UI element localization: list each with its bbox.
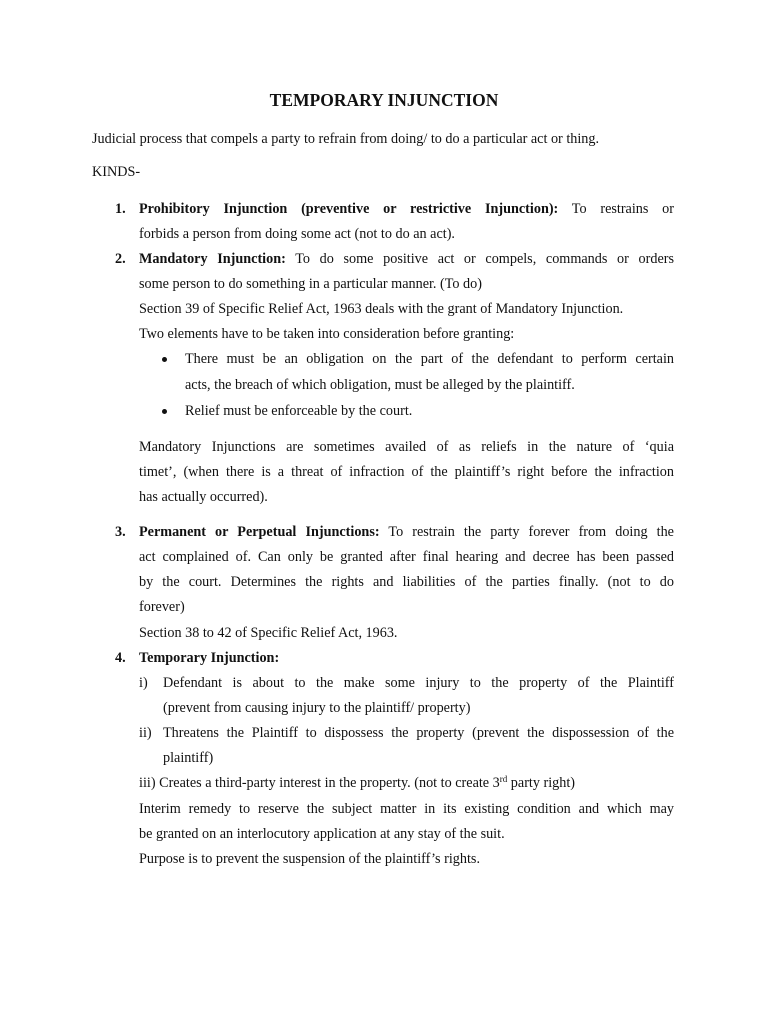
- item3-line1-rest: To restrain the party forever from doing the: [379, 524, 674, 540]
- item2-line2: some person to do something in a particular manner. (To do): [139, 276, 482, 292]
- bullet2-text: Relief must be enforceable by the court.: [185, 403, 413, 419]
- kinds-label: KINDS-: [92, 164, 141, 180]
- item2-para-line1: Mandatory Injunctions are sometimes availed of as reliefs in the nature of ‘quia: [139, 439, 674, 455]
- item2-line1-rest: To do some positive act or compels, commands or orders: [285, 251, 674, 267]
- item3-number: 3.: [115, 524, 126, 540]
- item4-number: 4.: [115, 650, 126, 666]
- sub2-numeral: ii): [139, 725, 152, 741]
- sub1-line1: Defendant is about to the make some injury to the property of the Plaintiff: [163, 675, 674, 691]
- page-title: TEMPORARY INJUNCTION: [269, 90, 499, 110]
- sub3-text-end: party right): [507, 775, 576, 791]
- superscript: rd: [499, 774, 508, 784]
- sub2-line2: plaintiff): [163, 750, 214, 766]
- item3-line2: act complained of. Can only be granted after final hearing and decree has been passed: [139, 549, 674, 565]
- sub1-line2: (prevent from causing injury to the plaintiff/ property): [163, 700, 471, 716]
- sub3-line: [139, 771, 575, 797]
- item1-line1-rest: To restrains or: [558, 201, 674, 217]
- item2-para-line2: timet’, (when there is a threat of infraction of the plaintiff’s right before the infraction: [139, 464, 674, 480]
- item2-line3: Section 39 of Specific Relief Act, 1963 deals with the grant of Mandatory Injunction.: [139, 301, 624, 317]
- sub2-line1: Threatens the Plaintiff to dispossess the property (prevent the dispossession of the: [163, 725, 674, 741]
- bullet-dot: [162, 409, 167, 414]
- bullet-dot: [162, 357, 167, 362]
- item2-line1: [139, 247, 674, 273]
- sub3-text: Creates a third-party interest in the property. (not to create 3: [155, 775, 500, 791]
- item3-line4: forever): [139, 599, 185, 615]
- item2-line4: Two elements have to be taken into consideration before granting:: [139, 326, 515, 342]
- item2-para-line3: has actually occurred).: [139, 489, 268, 505]
- item1-line1: [139, 197, 674, 223]
- item3-line3: by the court. Determines the rights and liabilities of the parties finally. (not to do: [139, 574, 674, 590]
- bullet1-line2: acts, the breach of which obligation, must be alleged by the plaintiff.: [185, 377, 575, 393]
- item1-line2: forbids a person from doing some act (not to do an act).: [139, 226, 455, 242]
- item4-line-b: be granted on an interlocutory application at any stay of the suit.: [139, 826, 505, 842]
- item4-line-a: Interim remedy to reserve the subject matter in its existing condition and which may: [139, 801, 674, 817]
- sub1-numeral: i): [139, 675, 148, 691]
- item1-number: 1.: [115, 201, 126, 217]
- definition-text: Judicial process that compels a party to refrain from doing/ to do a particular act or thing.: [92, 131, 600, 147]
- item3-line5: Section 38 to 42 of Specific Relief Act, 1963.: [139, 625, 398, 641]
- item4-line-c: Purpose is to prevent the suspension of the plaintiff’s rights.: [139, 851, 480, 867]
- item2-number: 2.: [115, 251, 126, 267]
- item4-heading: Temporary Injunction:: [139, 650, 280, 666]
- item1-heading: Prohibitory Injunction (preventive or restrictive Injunction):: [139, 201, 559, 217]
- item3-line1: [139, 520, 674, 546]
- bullet1-line1: There must be an obligation on the part of the defendant to perform certain: [185, 351, 674, 367]
- item3-heading: Permanent or Perpetual Injunctions:: [139, 524, 380, 540]
- sub3-numeral: iii): [139, 775, 156, 791]
- item2-heading: Mandatory Injunction:: [139, 251, 286, 267]
